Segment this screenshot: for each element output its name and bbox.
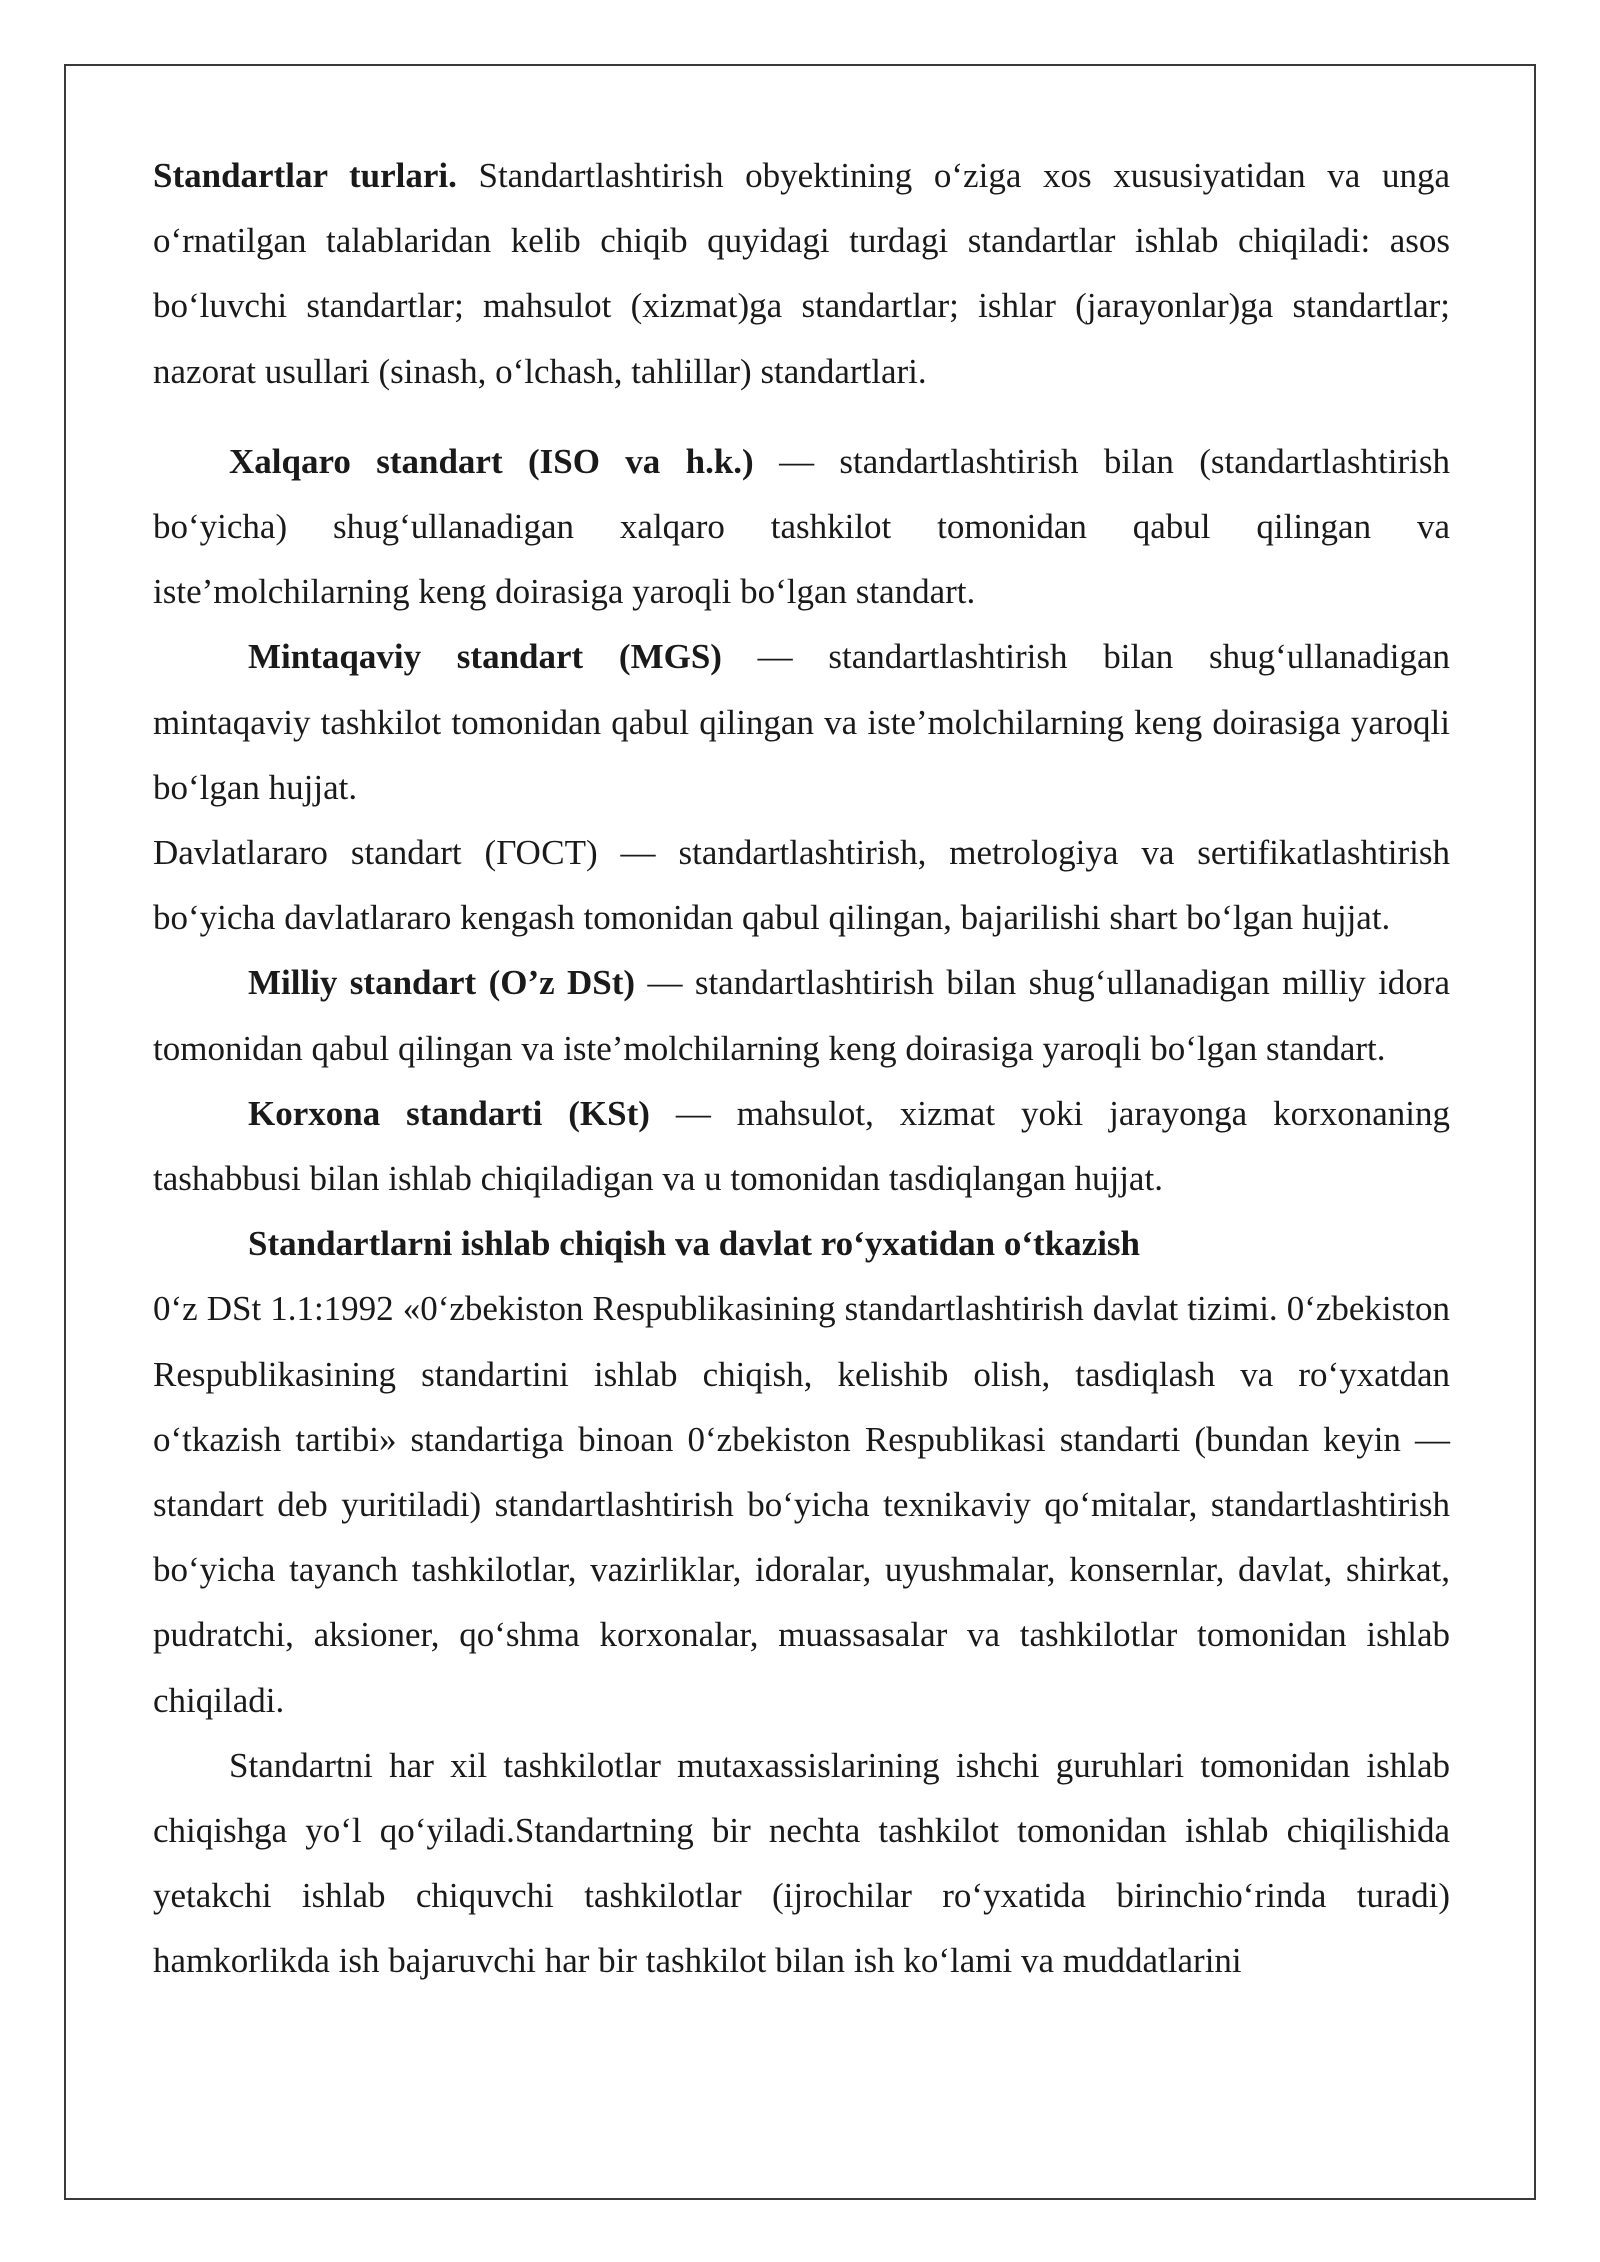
paragraph-international-standard: [153, 429, 1450, 625]
paragraph-development-registration: [153, 1276, 1450, 1732]
paragraph-text: Standartni har xil tashkilotlar mutaxassislarining ishchi guruhlari tomonidan ishlab chiqishga yo‘l qo‘yiladi.Standartning bir nechta tashkilot tomonidan ishlab chiqilishida yetakchi ishlab chiquvchi tashkilotlar (ijrochilar ro‘yxatida birinchio‘rinda turadi) hamkorlikda ish bajaruvchi har bir tashkilot bilan ish ko‘lami va muddatlarini: [153, 1745, 1450, 1981]
paragraph-interstate-standard: [153, 820, 1450, 950]
term-international-standard: Xalqaro standart (ISO va h.k.): [229, 441, 754, 481]
paragraph-text: — standartlashtirish bilan shug‘ullanadigan milliy idora tomonidan qabul qilingan va iste’molchilarning keng doirasiga yaroqli bo‘lgan standart.: [153, 963, 1450, 1068]
paragraph-working-groups: [153, 1733, 1450, 1994]
term-national-standard: Milliy standart (O’z DSt): [248, 963, 636, 1003]
term-standard-types: Standartlar turlari.: [153, 156, 457, 195]
paragraph-text: — mahsulot, xizmat yoki jarayonga korxonaning tashabbusi bilan ishlab chiqiladigan va u tomonidan tasdiqlangan hujjat.: [153, 1093, 1450, 1199]
paragraph-standard-types: [153, 143, 1450, 404]
paragraph-text: Standartlashtirish obyektining o‘ziga xos xususiyatidan va unga o‘rnatilgan talablaridan kelib chiqib quyidagi turdagi standartlar ishlab chiqiladi: asos bo‘luvchi standartlar; mahsulot (xizmat)ga standartlar; ishlar (jarayonlar)ga standartlar; nazorat usullari (sinash, o‘lchash, tahlillar) standartlari.: [153, 156, 1450, 391]
paragraph-text: Davlatlararo standart (ГОСТ) — standartlashtirish, metrologiya va sertifikatlashtirish bo‘yicha davlatlararo kengash tomonidan qabul qilingan, bajarilishi shart bo‘lgan hujjat.: [153, 833, 1450, 938]
paragraph-text: — standartlashtirish bilan (standartlashtirish bo‘yicha) shug‘ullanadigan xalqaro tashkilot tomonidan qabul qilingan va iste’molchilarning keng doirasiga yaroqli bo‘lgan standart.: [153, 441, 1450, 612]
term-regional-standard: Mintaqaviy standart (MGS): [248, 637, 722, 677]
term-enterprise-standard: Korxona standarti (KSt): [248, 1093, 650, 1133]
paragraph-text: — standartlashtirish bilan shug‘ullanadigan mintaqaviy tashkilot tomonidan qabul qilingan va iste’molchilarning keng doirasiga yaroqli bo‘lgan hujjat.: [153, 637, 1451, 807]
section-heading: Standartlarni ishlab chiqish va davlat ro‘yxatidan o‘tkazish: [248, 1224, 1141, 1264]
document-body: [153, 143, 1450, 1994]
paragraph-national-standard: [153, 950, 1450, 1080]
paragraph-enterprise-standard: [153, 1081, 1450, 1211]
paragraph-regional-standard: [153, 624, 1450, 820]
paragraph-text: 0‘z DSt 1.1:1992 «0‘zbekiston Respublikasining standartlashtirish davlat tizimi. 0‘zbekiston Respublikasining standartini ishlab chiqish, kelishib olish, tasdiqlash va ro‘yxatdan o‘tkazish tartibi» standartiga binoan 0‘zbekiston Respublikasi standarti (bundan keyin — standart deb yuritiladi) standartlashtirish bo‘yicha texnikaviy qo‘mitalar, standartlashtirish bo‘yicha tayanch tashkilotlar, vazirliklar, idoralar, uyushmalar, konsernlar, davlat, shirkat, pudratchi, aksioner, qo‘shma korxonalar, muassasalar va tashkilotlar tomonidan ishlab chiqiladi.: [153, 1289, 1450, 1720]
